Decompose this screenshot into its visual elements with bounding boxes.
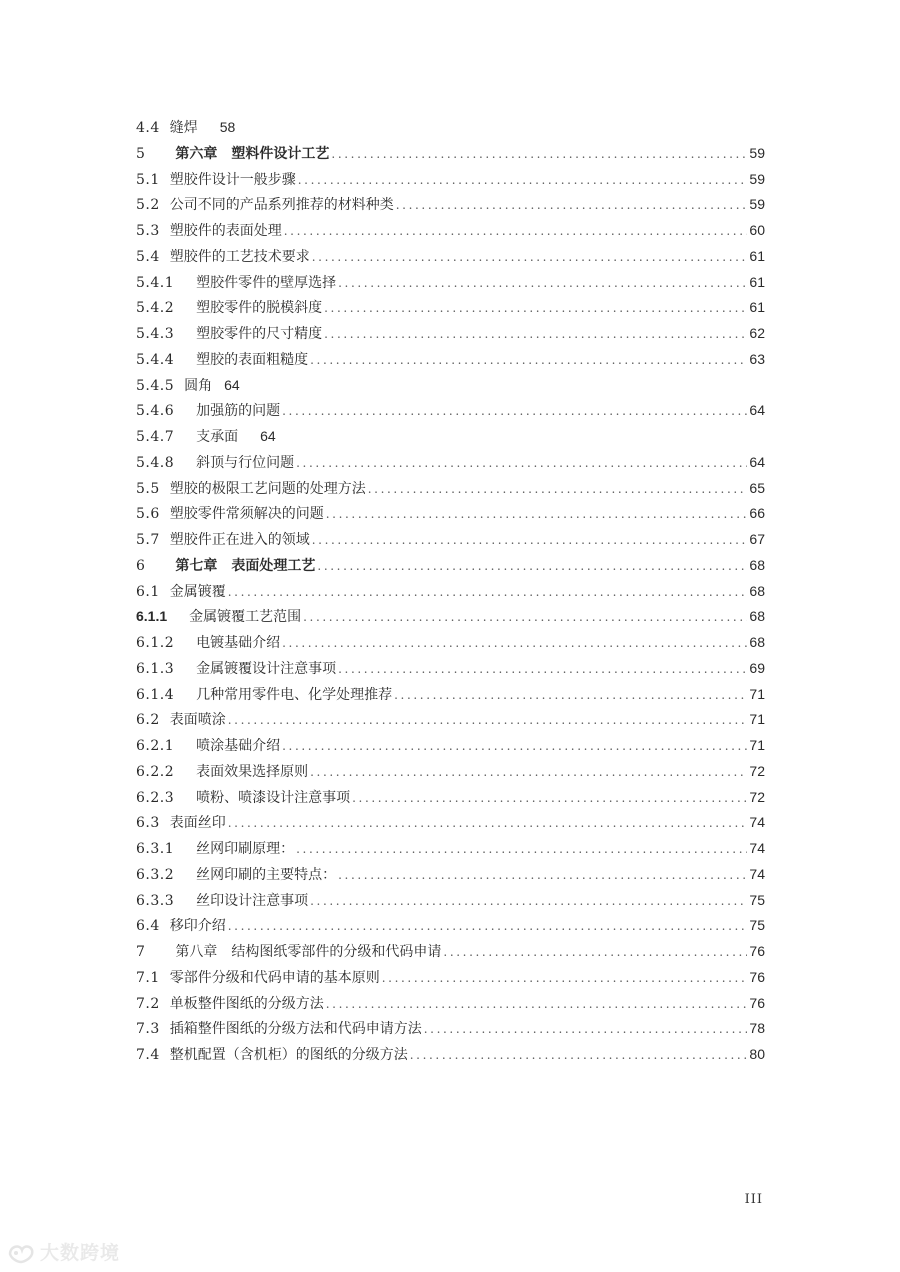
toc-entry-title: 零部件分级和代码申请的基本原则 — [169, 969, 380, 986]
toc-entry[interactable] — [136, 373, 765, 399]
toc-entry[interactable] — [136, 141, 765, 167]
toc-entry-title: 丝网印刷的主要特点： — [196, 866, 337, 883]
toc-entry-number: 5.4.2 — [136, 300, 175, 317]
toc-entry-page: 75 — [749, 917, 765, 934]
toc-entry-page: 61 — [749, 299, 765, 316]
toc-entry[interactable] — [136, 810, 765, 836]
toc-entry-page: 64 — [260, 428, 276, 444]
toc-entry[interactable] — [136, 913, 765, 939]
toc-entry-page: 66 — [749, 505, 765, 522]
toc-entry-page: 72 — [749, 762, 765, 779]
toc-leader-dots — [312, 528, 748, 553]
toc-leader-dots — [310, 760, 747, 785]
toc-entry-page: 74 — [749, 840, 765, 856]
watermark-logo-icon — [6, 1240, 36, 1264]
toc-entry-page: 68 — [749, 556, 765, 573]
toc-entry-page: 59 — [749, 196, 765, 213]
toc-leader-dots — [310, 889, 747, 914]
toc-entry-title: 塑胶零件的脱模斜度 — [196, 300, 323, 317]
toc-entry-number: 5.3 — [136, 223, 160, 239]
toc-leader-dots — [424, 1017, 748, 1042]
toc-entry[interactable] — [136, 888, 765, 914]
toc-leader-dots — [324, 322, 747, 347]
toc-entry[interactable] — [136, 424, 765, 450]
toc-entry-page: 68 — [749, 582, 765, 599]
toc-entry[interactable] — [136, 553, 765, 579]
toc-entry-page: 59 — [749, 170, 765, 187]
toc-entry-number: 6.3.2 — [136, 866, 175, 883]
toc-entry-title: 金属镀覆工艺范围 — [189, 609, 302, 626]
toc-entry-title: 第八章 结构图纸零部件的分级和代码申请 — [175, 944, 442, 960]
toc-entry-number: 6.1.3 — [136, 660, 175, 677]
toc-entry[interactable] — [136, 347, 765, 373]
toc-entry-title: 塑胶件的工艺技术要求 — [169, 248, 310, 265]
toc-entry[interactable] — [136, 270, 765, 296]
toc-entry[interactable] — [136, 501, 765, 527]
toc-entry-number: 6.1 — [136, 583, 160, 600]
toc-leader-dots — [338, 271, 747, 296]
toc-leader-dots — [282, 399, 747, 424]
toc-entry-title: 塑胶件正在进入的领域 — [169, 532, 310, 548]
toc-entry-page: 69 — [749, 659, 765, 676]
toc-entry-title: 表面效果选择原则 — [196, 763, 309, 780]
toc-entry[interactable] — [136, 939, 765, 965]
toc-entry[interactable] — [136, 656, 765, 682]
toc-leader-dots — [326, 992, 748, 1017]
toc-leader-dots — [331, 142, 747, 167]
toc-entry-title: 斜顶与行位问题 — [196, 454, 295, 471]
toc-entry-title: 喷涂基础介绍 — [196, 738, 281, 754]
toc-entry-page: 74 — [749, 865, 765, 882]
toc-leader-dots — [228, 811, 748, 836]
toc-entry-title: 塑胶的表面粗糙度 — [196, 351, 309, 368]
toc-leader-dots — [324, 296, 747, 321]
toc-entry-page: 59 — [749, 144, 765, 161]
toc-entry-page: 68 — [749, 634, 765, 650]
watermark — [6, 1238, 120, 1265]
toc-entry-page: 76 — [749, 943, 765, 959]
toc-entry[interactable] — [136, 295, 765, 321]
toc-entry-number: 5.2 — [136, 197, 160, 214]
toc-entry[interactable] — [136, 167, 765, 193]
toc-entry-page: 67 — [749, 531, 765, 547]
toc-entry-page: 80 — [749, 1046, 765, 1062]
toc-leader-dots — [352, 786, 747, 811]
toc-entry[interactable] — [136, 862, 765, 888]
toc-entry-page: 74 — [749, 814, 765, 831]
toc-leader-dots — [312, 245, 748, 270]
toc-entry-number: 5.7 — [136, 532, 160, 548]
toc-entry-title: 整机配置（含机柜）的图纸的分级方法 — [169, 1047, 408, 1063]
toc-entry[interactable] — [136, 965, 765, 991]
toc-leader-dots — [284, 219, 748, 244]
toc-entry-number: 6.2.3 — [136, 789, 175, 806]
toc-leader-dots — [410, 1043, 748, 1068]
toc-entry-title: 第六章 塑料件设计工艺 — [175, 145, 330, 162]
toc-entry-title: 支承面 — [196, 429, 239, 445]
toc-entry-number: 7.4 — [136, 1047, 160, 1063]
watermark-text: 大数跨境 — [40, 1242, 121, 1264]
toc-leader-dots — [326, 502, 748, 527]
toc-entry-page: 76 — [749, 968, 765, 985]
toc-entry-number: 5.4.1 — [136, 274, 175, 291]
toc-entry-number: 6.1.2 — [136, 635, 175, 651]
toc-entry[interactable] — [136, 398, 765, 424]
toc-entry[interactable] — [136, 476, 765, 502]
toc-entry-title: 塑胶件的表面处理 — [169, 223, 282, 239]
toc-leader-dots — [443, 940, 747, 965]
toc-entry[interactable] — [136, 785, 765, 811]
toc-entry-title: 表面喷涂 — [169, 712, 226, 729]
toc-entry-number: 5.4.5 — [136, 377, 175, 394]
toc-entry-page: 61 — [749, 247, 765, 264]
toc-entry-number: 6.3.3 — [136, 892, 175, 909]
toc-entry-number: 5.4.8 — [136, 454, 175, 471]
toc-entry-number: 6.2.1 — [136, 738, 175, 754]
toc-entry-title: 金属镀覆设计注意事项 — [196, 660, 337, 677]
toc-entry-number: 5.4.4 — [136, 351, 175, 368]
toc-entry-page: 62 — [749, 325, 765, 341]
toc-leader-dots — [368, 477, 748, 502]
toc-entry[interactable] — [136, 682, 765, 708]
toc-entry-number: 7.3 — [136, 1021, 160, 1038]
toc-entry-page: 61 — [749, 273, 765, 290]
toc-entry-title: 第七章 表面处理工艺 — [175, 557, 316, 574]
toc-entry-page: 76 — [749, 994, 765, 1011]
toc-entry-title: 单板整件图纸的分级方法 — [169, 995, 324, 1012]
toc-entry-number: 5 — [136, 145, 146, 162]
toc-entry-number: 7 — [136, 944, 146, 960]
toc-entry-page: 60 — [749, 222, 765, 238]
toc-entry[interactable] — [136, 321, 765, 347]
toc-entry[interactable] — [136, 604, 765, 630]
toc-entry-title: 塑胶零件常须解决的问题 — [169, 506, 324, 523]
toc-leader-dots — [282, 734, 747, 759]
toc-entry-title: 丝印设计注意事项 — [196, 892, 309, 909]
toc-entry-number: 6.2.2 — [136, 763, 175, 780]
toc-leader-dots — [338, 657, 747, 682]
toc-entry[interactable] — [136, 759, 765, 785]
toc-entry-page: 71 — [749, 711, 765, 728]
toc-entry[interactable] — [136, 991, 765, 1017]
toc-entry[interactable] — [136, 192, 765, 218]
toc-entry-page: 58 — [219, 119, 236, 135]
toc-entry-title: 加强筋的问题 — [196, 403, 281, 420]
toc-entry[interactable] — [136, 218, 765, 244]
toc-leader-dots — [303, 605, 747, 630]
toc-entry[interactable] — [136, 244, 765, 270]
toc-entry-number: 6.2 — [136, 712, 160, 729]
toc-entry-title: 塑胶件零件的壁厚选择 — [196, 274, 337, 291]
toc-entry[interactable] — [136, 1016, 765, 1042]
toc-entry[interactable] — [136, 707, 765, 733]
toc-leader-dots — [228, 914, 748, 939]
toc-leader-dots — [394, 683, 747, 708]
toc-entry[interactable] — [136, 579, 765, 605]
toc-entry-number: 5.1 — [136, 171, 160, 188]
toc-leader-dots — [396, 193, 748, 218]
toc-leader-dots — [228, 580, 748, 605]
toc-entry-title: 移印介绍 — [169, 918, 226, 935]
toc-entry-number: 7.1 — [136, 969, 160, 986]
toc-entry-title: 圆角 — [184, 377, 213, 394]
toc-entry-page: 72 — [749, 788, 765, 805]
toc-leader-dots — [228, 708, 748, 733]
toc-entry-page: 64 — [224, 376, 240, 393]
toc-entry[interactable] — [136, 1042, 765, 1068]
toc-entry-page: 71 — [749, 737, 765, 753]
toc-entry-title: 丝网印刷原理： — [196, 841, 295, 857]
toc-leader-dots — [296, 837, 747, 862]
toc-entry-number: 6.1.4 — [136, 686, 175, 703]
table-of-contents — [136, 115, 765, 1068]
toc-entry-number: 5.5 — [136, 480, 160, 497]
toc-entry[interactable] — [136, 630, 765, 656]
toc-entry[interactable] — [136, 527, 765, 553]
toc-entry-title: 塑胶件设计一般步骤 — [169, 171, 296, 188]
toc-leader-dots — [310, 348, 747, 373]
toc-leader-dots — [338, 863, 747, 888]
toc-entry-number: 7.2 — [136, 995, 160, 1012]
toc-entry-page: 71 — [749, 685, 765, 702]
toc-entry-number: 6.3 — [136, 815, 160, 832]
toc-leader-dots — [317, 554, 747, 579]
toc-entry-number: 6.4 — [136, 918, 160, 935]
toc-entry-number: 4.4 — [136, 120, 160, 136]
toc-entry-number: 5.4 — [136, 248, 160, 265]
toc-leader-dots — [296, 451, 747, 476]
toc-entry-title: 几种常用零件电、化学处理推荐 — [196, 686, 393, 703]
toc-leader-dots — [382, 966, 748, 991]
toc-entry-page: 78 — [749, 1020, 765, 1037]
toc-entry-title: 喷粉、喷漆设计注意事项 — [196, 789, 351, 806]
toc-entry-number: 6.3.1 — [136, 841, 175, 857]
toc-entry-number: 6 — [136, 557, 146, 574]
page-number: III — [744, 1192, 763, 1207]
toc-leader-dots — [282, 631, 747, 656]
toc-entry-number: 5.4.6 — [136, 403, 175, 420]
toc-entry-number: 5.4.7 — [136, 429, 175, 445]
toc-entry-page: 75 — [749, 891, 765, 908]
toc-entry-title: 公司不同的产品系列推荐的材料种类 — [169, 197, 394, 214]
toc-entry-page: 63 — [749, 350, 765, 367]
toc-entry-title: 插箱整件图纸的分级方法和代码申请方法 — [169, 1021, 422, 1038]
toc-entry-title: 缝焊 — [169, 120, 198, 136]
toc-entry-page: 64 — [749, 453, 765, 470]
toc-entry-number: 6.1.1 — [136, 608, 168, 625]
toc-entry-title: 金属镀覆 — [169, 583, 226, 600]
toc-entry-page: 68 — [749, 608, 765, 625]
toc-entry[interactable] — [136, 836, 765, 862]
toc-entry-title: 表面丝印 — [169, 815, 226, 832]
toc-entry-title: 塑胶的极限工艺问题的处理方法 — [169, 480, 366, 497]
toc-entry-title: 电镀基础介绍 — [196, 635, 281, 651]
toc-leader-dots — [298, 168, 748, 193]
toc-entry-title: 塑胶零件的尺寸精度 — [196, 326, 323, 342]
toc-entry-page: 65 — [749, 479, 765, 496]
toc-entry[interactable] — [136, 450, 765, 476]
toc-entry-number: 5.6 — [136, 506, 160, 523]
toc-entry-number: 5.4.3 — [136, 326, 175, 342]
toc-entry-page: 64 — [749, 402, 765, 419]
toc-entry[interactable] — [136, 733, 765, 759]
toc-entry[interactable] — [136, 115, 765, 141]
